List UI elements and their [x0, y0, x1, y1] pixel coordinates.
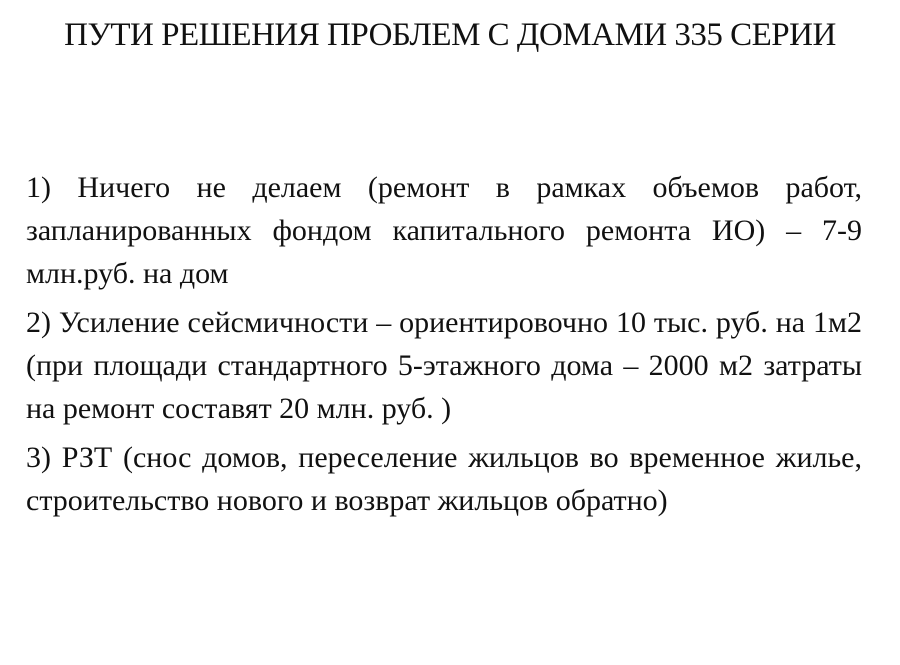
list-item: 1) Ничего не делаем (ремонт в рамках объемов работ, запланированных фондом капитального ремонта ИО) – 7-9 млн.руб. на дом: [26, 171, 862, 290]
list-item: 2) Усиление сейсмичности – ориентировочно 10 тыс. руб. на 1м2 (при площади стандартного 5-этажного дома – 2000 м2 затраты на ремонт составят 20 млн. руб. ): [26, 306, 862, 425]
solutions-list: [26, 166, 862, 528]
list-item: 3) РЗТ (снос домов, переселение жильцов во временное жилье, строительство нового и возврат жильцов обратно): [26, 441, 862, 517]
slide-title: ПУТИ РЕШЕНИЯ ПРОБЛЕМ С ДОМАМИ 335 СЕРИИ: [64, 17, 836, 53]
